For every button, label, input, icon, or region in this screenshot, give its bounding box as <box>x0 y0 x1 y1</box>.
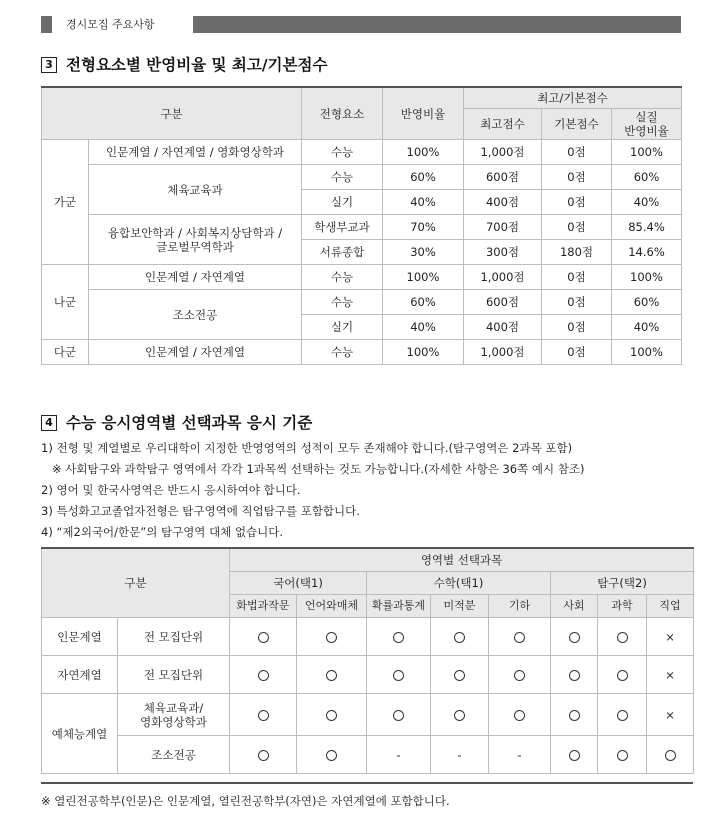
available-mark <box>230 618 297 656</box>
circle-icon <box>393 710 404 721</box>
ratio-cell: 100% <box>383 340 464 365</box>
t1-header-element: 전형요소 <box>302 87 383 140</box>
dept-cell: 인문계열 / 자연계열 / 영화영상학과 <box>89 140 302 165</box>
circle-icon <box>326 632 337 643</box>
t2-col-header: 과학 <box>598 595 647 618</box>
not-applicable-mark: - <box>489 736 551 774</box>
available-mark <box>431 694 489 736</box>
ratio-cell: 100% <box>383 140 464 165</box>
available-mark <box>598 736 647 774</box>
available-mark <box>489 656 551 694</box>
unit-line1: 체육교육과/ <box>143 700 204 715</box>
t2-header-category: 구분 <box>42 548 230 618</box>
real-cell: 100% <box>612 140 682 165</box>
circle-icon <box>393 670 404 681</box>
section4-title-text: 수능 응시영역별 선택과목 응시 기준 <box>66 414 313 432</box>
unit-cell <box>118 694 230 736</box>
t2-header-korean: 국어(택1) <box>230 572 367 595</box>
ratio-cell: 60% <box>383 290 464 315</box>
circle-icon <box>617 750 628 761</box>
circle-icon <box>258 670 269 681</box>
table-row <box>42 656 694 694</box>
section3-title-text: 전형요소별 반영비율 및 최고/기본점수 <box>66 56 328 74</box>
real-cell: 100% <box>612 340 682 365</box>
t2-header-subjects: 영역별 선택과목 <box>230 548 694 572</box>
table-row <box>42 290 682 315</box>
real-cell: 60% <box>612 290 682 315</box>
t2-col-header: 확률과통계 <box>367 595 431 618</box>
available-mark <box>297 736 367 774</box>
base-cell: 0점 <box>542 190 612 215</box>
unit-cell: 전 모집단위 <box>118 656 230 694</box>
table-row <box>42 215 682 240</box>
group-na: 나군 <box>42 265 89 340</box>
base-cell: 0점 <box>542 290 612 315</box>
t1-header-category: 구분 <box>42 87 302 140</box>
table-row <box>42 340 682 365</box>
circle-icon <box>258 750 269 761</box>
ratio-cell: 40% <box>383 190 464 215</box>
available-mark <box>551 618 598 656</box>
available-mark <box>598 618 647 656</box>
available-mark <box>230 736 297 774</box>
available-mark <box>297 694 367 736</box>
circle-icon <box>326 670 337 681</box>
available-mark <box>230 656 297 694</box>
base-cell: 0점 <box>542 315 612 340</box>
note-4: 4) “제2외국어/한문”의 탐구영역 대체 없습니다. <box>41 525 284 539</box>
subject-table <box>41 547 694 774</box>
available-mark <box>297 656 367 694</box>
t2-col-header: 직업 <box>647 595 694 618</box>
circle-icon <box>514 710 525 721</box>
available-mark <box>431 656 489 694</box>
not-applicable-mark: - <box>367 736 431 774</box>
circle-icon <box>454 670 465 681</box>
table-row <box>42 165 682 190</box>
table-row <box>42 618 694 656</box>
circle-icon <box>258 632 269 643</box>
element-cell: 수능 <box>302 290 383 315</box>
ratio-cell: 30% <box>383 240 464 265</box>
unit-cell: 전 모집단위 <box>118 618 230 656</box>
t2-col-header: 언어와매체 <box>297 595 367 618</box>
t2-col-header: 기하 <box>489 595 551 618</box>
table-row <box>42 140 682 165</box>
section4-number: 4 <box>41 415 57 431</box>
t1-header-max: 최고점수 <box>464 109 542 140</box>
real-cell: 14.6% <box>612 240 682 265</box>
group-cell: 예체능계열 <box>42 694 118 774</box>
max-cell: 300점 <box>464 240 542 265</box>
available-mark <box>647 736 694 774</box>
max-cell: 700점 <box>464 215 542 240</box>
available-mark <box>230 694 297 736</box>
base-cell: 0점 <box>542 165 612 190</box>
available-mark <box>551 656 598 694</box>
circle-icon <box>617 710 628 721</box>
available-mark <box>367 694 431 736</box>
base-cell: 0점 <box>542 215 612 240</box>
element-cell: 수능 <box>302 140 383 165</box>
note-1-sub: ※ 사회탐구와 과학탐구 영역에서 각각 1과목씩 선택하는 것도 가능합니다.(자세한 사항은 36쪽 예시 참조) <box>52 462 585 476</box>
t2-col-header: 사회 <box>551 595 598 618</box>
t2-header-inquiry: 탐구(택2) <box>551 572 694 595</box>
t1-header-ratio: 반영비율 <box>383 87 464 140</box>
element-cell: 학생부교과 <box>302 215 383 240</box>
circle-icon <box>258 710 269 721</box>
ratio-cell: 60% <box>383 165 464 190</box>
max-cell: 400점 <box>464 315 542 340</box>
base-cell: 0점 <box>542 140 612 165</box>
element-cell: 실기 <box>302 315 383 340</box>
real-cell: 85.4% <box>612 215 682 240</box>
available-mark <box>489 618 551 656</box>
ratio-cell: 100% <box>383 265 464 290</box>
dept-cell: 인문계열 / 자연계열 <box>89 340 302 365</box>
ratio-cell: 40% <box>383 315 464 340</box>
max-cell: 1,000점 <box>464 140 542 165</box>
circle-icon <box>454 710 465 721</box>
not-applicable-mark: - <box>431 736 489 774</box>
element-cell: 서류종합 <box>302 240 383 265</box>
available-mark <box>367 618 431 656</box>
table-bottom-rule <box>41 782 693 784</box>
circle-icon <box>326 710 337 721</box>
element-cell: 수능 <box>302 340 383 365</box>
t2-col-header: 미적분 <box>431 595 489 618</box>
max-cell: 600점 <box>464 165 542 190</box>
circle-icon <box>569 750 580 761</box>
footnote: ※ 열린전공학부(인문)은 인문계열, 열린전공학부(자연)은 자연계열에 포함합니다. <box>41 794 450 808</box>
element-cell: 실기 <box>302 190 383 215</box>
t1-header-score-group: 최고/기본점수 <box>464 87 682 109</box>
circle-icon <box>569 670 580 681</box>
available-mark <box>598 656 647 694</box>
section3-number: 3 <box>41 57 57 73</box>
dept-line2: 글로벌무역학과 <box>156 239 234 254</box>
t1-header-real-line1: 실질 <box>635 110 658 124</box>
table-row <box>42 736 694 774</box>
circle-icon <box>665 750 676 761</box>
max-cell: 1,000점 <box>464 265 542 290</box>
header-tag: 경시모집 주요사항 <box>41 16 193 33</box>
ratio-cell: 70% <box>383 215 464 240</box>
available-mark <box>598 694 647 736</box>
available-mark <box>367 656 431 694</box>
section3-title <box>41 55 327 75</box>
table-row <box>42 265 682 290</box>
t1-header-base: 기본점수 <box>542 109 612 140</box>
element-cell: 수능 <box>302 165 383 190</box>
circle-icon <box>393 632 404 643</box>
max-cell: 1,000점 <box>464 340 542 365</box>
dept-cell: 조소전공 <box>89 290 302 340</box>
unit-line2: 영화영상학과 <box>140 714 207 729</box>
note-1: 1) 전형 및 계열별로 우리대학이 지정한 반영영역의 성적이 모두 존재해야 합니다.(탐구영역은 2과목 포함) <box>41 441 573 455</box>
max-cell: 400점 <box>464 190 542 215</box>
score-table <box>41 86 682 365</box>
max-cell: 600점 <box>464 290 542 315</box>
unavailable-mark: × <box>647 694 694 736</box>
element-cell: 수능 <box>302 265 383 290</box>
real-cell: 40% <box>612 315 682 340</box>
circle-icon <box>569 710 580 721</box>
unavailable-mark: × <box>647 618 694 656</box>
circle-icon <box>617 632 628 643</box>
available-mark <box>551 736 598 774</box>
note-2: 2) 영어 및 한국사영역은 반드시 응시하여야 합니다. <box>41 483 301 497</box>
circle-icon <box>514 632 525 643</box>
unavailable-mark: × <box>647 656 694 694</box>
available-mark <box>551 694 598 736</box>
real-cell: 40% <box>612 190 682 215</box>
t1-header-real <box>612 109 682 140</box>
base-cell: 180점 <box>542 240 612 265</box>
available-mark <box>489 694 551 736</box>
group-ga: 가군 <box>42 140 89 265</box>
real-cell: 100% <box>612 265 682 290</box>
dept-cell <box>89 215 302 265</box>
circle-icon <box>454 632 465 643</box>
dept-line1: 융합보안학과 / 사회복지상담학과 / <box>107 225 283 240</box>
header-bar <box>41 16 681 33</box>
circle-icon <box>326 750 337 761</box>
base-cell: 0점 <box>542 340 612 365</box>
dept-cell: 체육교육과 <box>89 165 302 215</box>
circle-icon <box>514 670 525 681</box>
group-cell: 자연계열 <box>42 656 118 694</box>
circle-icon <box>569 632 580 643</box>
group-da: 다군 <box>42 340 89 365</box>
available-mark <box>297 618 367 656</box>
t2-col-header: 화법과작문 <box>230 595 297 618</box>
dept-cell: 인문계열 / 자연계열 <box>89 265 302 290</box>
base-cell: 0점 <box>542 265 612 290</box>
table-row <box>42 694 694 736</box>
t1-header-real-line2: 반영비율 <box>624 124 669 138</box>
note-3: 3) 특성화고교졸업자전형은 탐구영역에 직업탐구를 포함합니다. <box>41 504 360 518</box>
t2-header-math: 수학(택1) <box>367 572 551 595</box>
section4-title <box>41 413 312 433</box>
group-cell: 인문계열 <box>42 618 118 656</box>
available-mark <box>431 618 489 656</box>
unit-cell: 조소전공 <box>118 736 230 774</box>
circle-icon <box>617 670 628 681</box>
real-cell: 60% <box>612 165 682 190</box>
